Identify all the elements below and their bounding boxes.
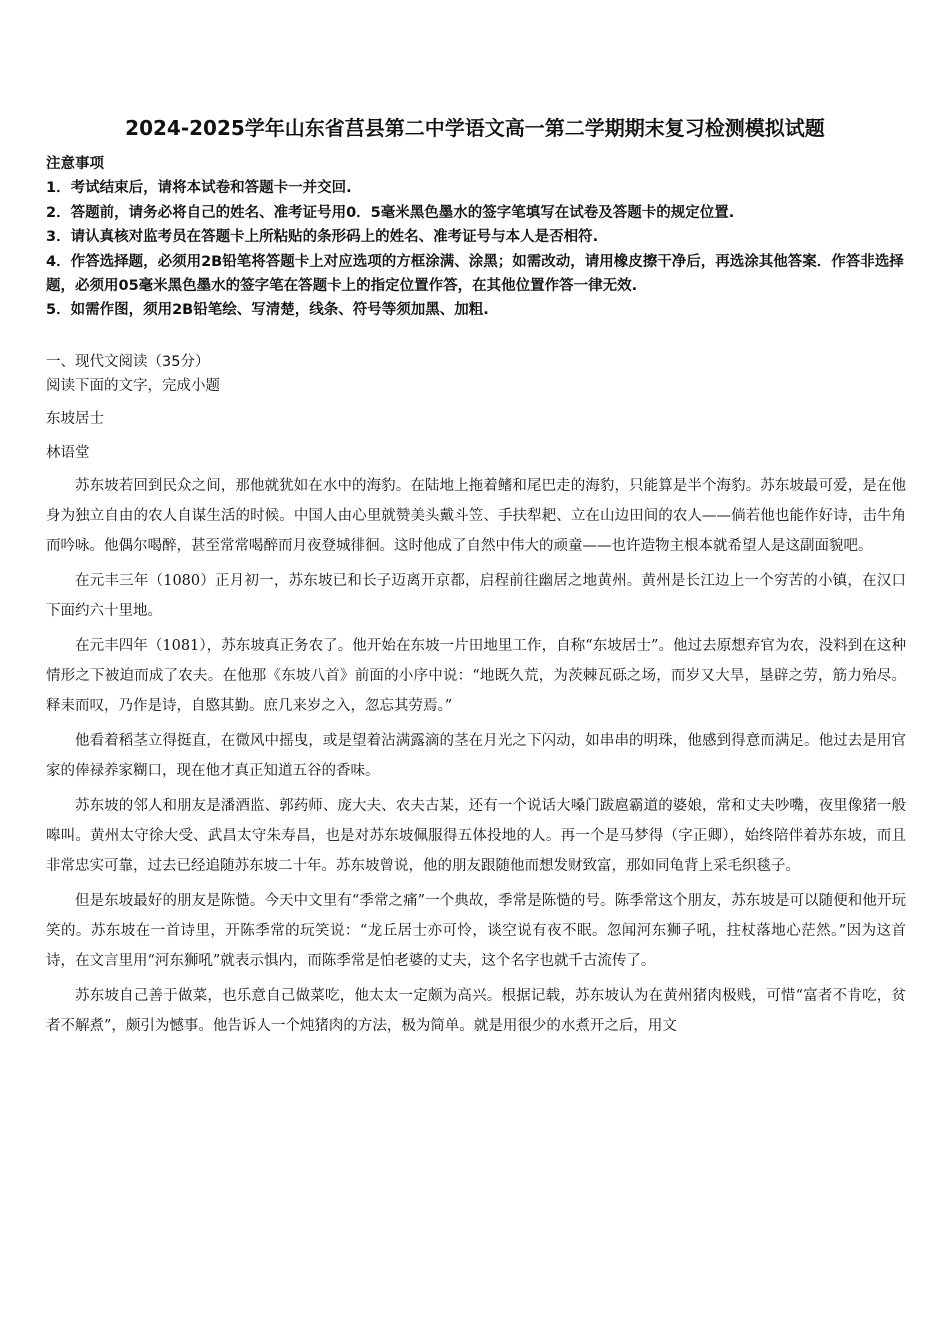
notice-item: 2．答题前，请务必将自己的姓名、准考证号用0．5毫米黑色墨水的签字笔填写在试卷及答题卡的规定位置. <box>46 204 735 221</box>
article-title: 东坡居士 <box>46 411 104 427</box>
article-paragraph: 苏东坡的邻人和朋友是潘酒监、郭药师、庞大夫、农夫古某，还有一个说话大嗓门跋扈霸道的婆娘，常和丈夫吵嘴，夜里像猪一般嗥叫。黄州太守徐大受、武昌太守朱寿昌，也是对苏东坡佩服得五体投地的人。再一个是马梦得（字正卿），始终陪伴着苏东坡，而且非常忠实可靠，过去已经追随苏东坡二十年。苏东坡曾说，他的朋友跟随他而想发财致富，那如同龟背上采毛织毯子。 <box>46 798 906 874</box>
notice-item: 4．作答选择题，必须用2B铅笔将答题卡上对应选项的方框涂满、涂黑；如需改动，请用橡皮擦干净后，再选涂其他答案．作答非选择题，必须用05毫米黑色墨水的签字笔在答题卡上的指定位置作答，在其他位置作答一律无效. <box>46 253 904 295</box>
notice-item: 3．请认真核对监考员在答题卡上所粘贴的条形码上的姓名、准考证号与本人是否相符. <box>46 229 599 246</box>
notice-item: 5．如需作图，须用2B铅笔绘、写清楚，线条、符号等须加黑、加粗. <box>46 302 489 319</box>
article-paragraph: 在元丰三年（1080）正月初一，苏东坡已和长子迈离开京都，启程前往幽居之地黄州。黄州是长江边上一个穷苦的小镇，在汉口下面约六十里地。 <box>46 573 906 619</box>
article-body <box>46 471 906 1046</box>
page-title: 2024-2025学年山东省莒县第二中学语文高一第二学期期末复习检测模拟试题 <box>125 116 825 140</box>
article-author: 林语堂 <box>46 445 90 461</box>
section-heading: 一、现代文阅读（35分） <box>46 354 210 370</box>
notice-block <box>46 152 916 323</box>
reading-instruction: 阅读下面的文字，完成小题 <box>46 378 220 394</box>
notice-item: 1．考试结束后，请将本试卷和答题卡一并交回. <box>46 180 352 197</box>
article-paragraph: 苏东坡若回到民众之间，那他就犹如在水中的海豹。在陆地上拖着鳍和尾巴走的海豹，只能算是半个海豹。苏东坡最可爱，是在他身为独立自由的农人自谋生活的时候。中国人由心里就赞美头戴斗笠、手扶犁耙、立在山边田间的农人——倘若他也能作好诗，击牛角而吟咏。他偶尔喝醉，甚至常常喝醉而月夜登城徘徊。这时他成了自然中伟大的顽童——也许造物主根本就希望人是这副面貌吧。 <box>46 478 906 554</box>
notice-heading: 注意事项 <box>46 156 104 172</box>
article-paragraph: 苏东坡自己善于做菜，也乐意自己做菜吃，他太太一定颇为高兴。根据记载，苏东坡认为在黄州猪肉极贱，可惜“富者不肯吃，贫者不解煮”，颇引为憾事。他告诉人一个炖猪肉的方法，极为简单。就是用很少的水煮开之后，用文 <box>46 988 906 1034</box>
article-paragraph: 在元丰四年（1081），苏东坡真正务农了。他开始在东坡一片田地里工作，自称“东坡居士”。他过去原想弃官为农，没料到在这种情形之下被迫而成了农夫。在他那《东坡八首》前面的小序中说：“地既久荒，为茨棘瓦砾之场，而岁又大旱，垦辟之劳，筋力殆尽。释耒而叹，乃作是诗，自愍其勤。庶几来岁之入，忽忘其劳焉。” <box>46 638 906 714</box>
article-paragraph: 但是东坡最好的朋友是陈慥。今天中文里有“季常之痛”一个典故，季常是陈慥的号。陈季常这个朋友，苏东坡是可以随便和他开玩笑的。苏东坡在一首诗里，开陈季常的玩笑说：“龙丘居士亦可怜，谈空说有夜不眠。忽闻河东狮子吼，拄杖落地心茫然。”因为这首诗，在文言里用“河东狮吼”就表示惧内，而陈季常是怕老婆的丈夫，这个名字也就千古流传了。 <box>46 893 906 969</box>
article-paragraph: 他看着稻茎立得挺直，在微风中摇曳，或是望着沾满露滴的茎在月光之下闪动，如串串的明珠，他感到得意而满足。他过去是用官家的俸禄养家糊口，现在他才真正知道五谷的香味。 <box>46 733 906 779</box>
